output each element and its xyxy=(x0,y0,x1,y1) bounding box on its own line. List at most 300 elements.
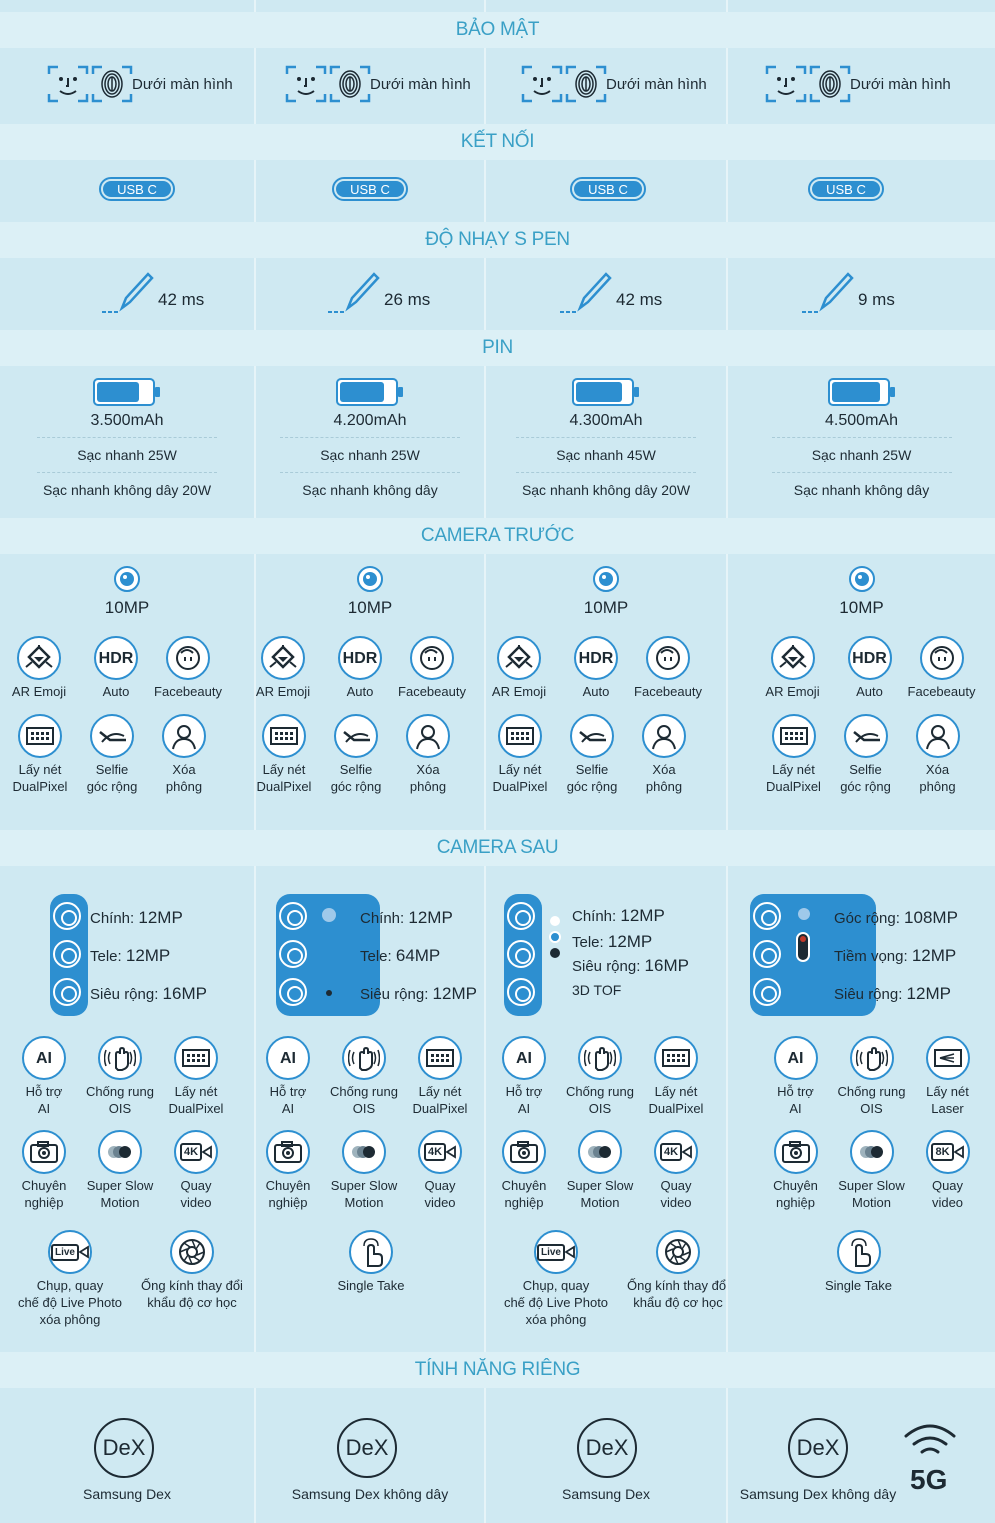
ar-emoji-icon xyxy=(771,636,815,680)
ar-emoji-label: AR Emoji xyxy=(765,684,820,699)
bokeh-label: Xóa xyxy=(416,762,440,777)
hdr-auto-label: Auto xyxy=(856,684,883,699)
bokeh-icon xyxy=(406,714,450,758)
single-take-icon xyxy=(349,1230,393,1274)
video-recording-label: video xyxy=(660,1195,692,1210)
ois-label: Chống rung xyxy=(330,1084,398,1099)
video-recording-label: Quay xyxy=(424,1178,456,1193)
ai-assist-label: Hỗ trợ xyxy=(777,1084,814,1099)
camera-spec-value: 12MP xyxy=(906,984,951,1003)
camera-module xyxy=(504,894,542,1016)
usb-cell xyxy=(484,160,726,222)
variable-aperture-icon xyxy=(656,1230,700,1274)
variable-aperture-label: khẩu độ cơ học xyxy=(633,1295,723,1310)
camera-spec-value: 12MP xyxy=(432,984,477,1003)
dualpixel-focus-icon xyxy=(418,1036,462,1080)
spen-row xyxy=(0,258,995,330)
dualpixel-focus-label: Lấy nét xyxy=(654,1084,698,1099)
divider xyxy=(516,437,696,438)
live-photo-label: Chụp, quay xyxy=(522,1278,590,1293)
video-recording-label: Quay xyxy=(931,1178,964,1193)
biometric-group xyxy=(764,62,951,106)
wide-selfie-label: góc rộng xyxy=(840,779,891,794)
dualpixel-focus-label: Lấy nét xyxy=(262,762,306,777)
facebeauty-icon xyxy=(410,636,454,680)
video-resolution-label: 4K xyxy=(424,1143,446,1161)
hdr-label: HDR xyxy=(342,649,378,667)
dex-label: Samsung Dex xyxy=(562,1486,650,1502)
facebeauty xyxy=(625,636,711,700)
video-recording-icon xyxy=(926,1130,970,1174)
ois-label: OIS xyxy=(860,1101,883,1116)
rear-camera-row xyxy=(0,866,995,1352)
dex-icon: DeX xyxy=(577,1418,637,1478)
pro-mode-label: nghiệp xyxy=(775,1195,816,1210)
ai-assist-label: AI xyxy=(789,1101,802,1116)
super-slow-motion-icon xyxy=(98,1130,142,1174)
wireless-charge: Sạc nhanh không dây xyxy=(302,482,438,498)
hdr-label: HDR xyxy=(578,649,614,667)
camera-spec: Tele: 12MP xyxy=(90,946,171,965)
video-resolution-label: 4K xyxy=(180,1143,202,1161)
bokeh xyxy=(627,714,701,795)
ar-emoji xyxy=(0,636,81,700)
section-header-front-camera: CAMERA TRƯỚC xyxy=(0,518,995,554)
fingerprint-icon xyxy=(808,62,852,106)
variable-aperture xyxy=(130,1230,254,1311)
video-recording-icon xyxy=(654,1130,698,1174)
usb-c-badge xyxy=(570,177,646,201)
dex-label: Samsung Dex xyxy=(83,1486,171,1502)
section-header-battery: PIN xyxy=(0,330,995,366)
divider xyxy=(772,437,952,438)
dualpixel-focus xyxy=(757,714,831,795)
wide-selfie-label: góc rộng xyxy=(566,779,618,794)
single-take-icon xyxy=(837,1230,881,1274)
bokeh-label: phông xyxy=(165,779,203,794)
rear-camera-cell xyxy=(484,866,729,1352)
camera-spec-value: 12MP xyxy=(607,932,653,951)
camera-spec: Tele: 64MP xyxy=(360,946,441,965)
dualpixel-focus xyxy=(639,1036,713,1117)
camera-spec: Chính: 12MP xyxy=(572,906,665,925)
super-slow-motion-label: Super Slow xyxy=(566,1178,634,1193)
dualpixel-focus-label: DualPixel xyxy=(412,1101,468,1116)
spen-group xyxy=(326,268,430,314)
video-recording xyxy=(639,1130,713,1211)
camera-spec-value: 12MP xyxy=(620,906,665,925)
ai-label: AI xyxy=(787,1049,804,1067)
super-slow-motion-label: Motion xyxy=(580,1195,620,1210)
spen-group xyxy=(558,268,662,314)
live-photo-label: xóa phông xyxy=(39,1312,101,1327)
spen-cell xyxy=(484,258,726,330)
usb-label: USB C xyxy=(103,181,171,197)
lens-icon xyxy=(753,978,781,1006)
front-camera-cell xyxy=(484,554,726,830)
spen-cell xyxy=(0,258,254,330)
super-slow-motion-label: Super Slow xyxy=(838,1178,905,1193)
sensor-dot xyxy=(550,948,560,958)
security-row xyxy=(0,48,995,124)
special-row xyxy=(0,1388,995,1523)
super-slow-motion xyxy=(829,1130,915,1211)
live-photo xyxy=(494,1230,618,1328)
single-take xyxy=(316,1230,426,1294)
lens-icon xyxy=(53,978,81,1006)
dualpixel-focus-label: Lấy nét xyxy=(418,1084,462,1099)
fingerprint-icon xyxy=(328,62,372,106)
video-recording xyxy=(159,1130,233,1211)
camera-spec-value: 12MP xyxy=(911,946,957,965)
battery-icon xyxy=(828,378,896,406)
ai-assist-label: AI xyxy=(37,1101,51,1116)
video-recording-label: Quay xyxy=(180,1178,212,1193)
wide-selfie-icon xyxy=(844,714,888,758)
dualpixel-focus-label: DualPixel xyxy=(12,779,68,794)
biometric-group xyxy=(46,62,233,106)
ar-emoji xyxy=(751,636,835,700)
dex-icon: DeX xyxy=(94,1418,154,1478)
wide-selfie xyxy=(319,714,393,795)
camera-spec-value: 16MP xyxy=(644,956,689,975)
super-slow-motion-label: Motion xyxy=(851,1195,892,1210)
camera-spec: Góc rộng: 108MP xyxy=(834,908,958,927)
wide-selfie-label: Selfie xyxy=(849,762,882,777)
security-label: Dưới màn hình xyxy=(850,75,951,93)
ar-emoji-label: AR Emoji xyxy=(491,684,547,699)
battery-icon xyxy=(93,378,161,406)
front-camera-row xyxy=(0,554,995,830)
pro-mode-icon xyxy=(22,1130,66,1174)
live-photo-label: chế độ Live Photo xyxy=(17,1295,123,1310)
divider xyxy=(280,437,460,438)
wide-selfie xyxy=(555,714,629,795)
dualpixel-focus-label: DualPixel xyxy=(168,1101,224,1116)
single-take-label: Single Take xyxy=(337,1278,405,1293)
dualpixel-focus-icon xyxy=(18,714,62,758)
pro-mode-label: nghiệp xyxy=(24,1195,64,1210)
hdr-auto xyxy=(79,636,153,700)
camera-spec: Siêu rộng: 12MP xyxy=(360,984,477,1003)
security-label: Dưới màn hình xyxy=(606,75,707,93)
battery-capacity: 4.200mAh xyxy=(333,412,407,429)
dualpixel-focus xyxy=(247,714,321,795)
laser-focus-icon xyxy=(926,1036,970,1080)
live-photo xyxy=(8,1230,132,1328)
ar-emoji xyxy=(477,636,561,700)
fingerprint-icon xyxy=(90,62,134,106)
pen-icon xyxy=(800,268,854,314)
security-label: Dưới màn hình xyxy=(132,75,233,93)
hdr-auto-label: Auto xyxy=(582,684,610,699)
ar-emoji-label: AR Emoji xyxy=(11,684,67,699)
lens-icon xyxy=(753,940,781,968)
face-id-icon xyxy=(46,62,90,106)
lens-icon xyxy=(507,940,535,968)
ois-label: OIS xyxy=(352,1101,376,1116)
lens-icon xyxy=(279,940,307,968)
usb-c-badge xyxy=(332,177,408,201)
battery-cell xyxy=(484,366,726,518)
wireless-charge: Sạc nhanh không dây 20W xyxy=(521,482,691,498)
dex-cell xyxy=(0,1388,254,1523)
camera-spec: Tiềm vọng: 12MP xyxy=(834,946,957,965)
front-camera-icon xyxy=(849,566,875,597)
facebeauty-label: Facebeauty xyxy=(154,684,222,699)
pro-mode-label: Chuyên xyxy=(265,1178,311,1193)
variable-aperture-icon xyxy=(170,1230,214,1274)
dex-cell xyxy=(254,1388,484,1523)
battery-cell xyxy=(0,366,254,518)
camera-spec: Siêu rộng: 12MP xyxy=(834,984,951,1003)
camera-spec-value: 64MP xyxy=(395,946,441,965)
front-camera-resolution: 10MP xyxy=(583,598,629,617)
wide-selfie-label: Selfie xyxy=(575,762,609,777)
battery-cell xyxy=(726,366,995,518)
dex-cell xyxy=(484,1388,726,1523)
divider xyxy=(37,437,217,438)
front-camera-cell xyxy=(0,554,254,830)
front-camera-resolution: 10MP xyxy=(104,598,150,617)
laser-focus-label: Lấy nét xyxy=(926,1084,969,1099)
pro-mode-label: Chuyên xyxy=(21,1178,67,1193)
bokeh xyxy=(391,714,465,795)
spen-group xyxy=(100,268,204,314)
laser-focus xyxy=(911,1036,985,1117)
divider xyxy=(484,0,486,12)
spen-latency: 42 ms xyxy=(616,290,663,309)
divider xyxy=(772,472,952,473)
pen-icon xyxy=(558,268,612,314)
dualpixel-focus xyxy=(159,1036,233,1117)
camera-spec: Chính: 12MP xyxy=(360,908,453,927)
single-take xyxy=(804,1230,914,1294)
hdr-auto-icon xyxy=(338,636,382,680)
ois-label: OIS xyxy=(108,1101,132,1116)
live-photo-label: chế độ Live Photo xyxy=(503,1295,609,1310)
pro-mode xyxy=(759,1130,833,1211)
ois xyxy=(563,1036,637,1117)
battery-level-bar xyxy=(832,382,880,402)
hdr-auto-label: Auto xyxy=(102,684,130,699)
dualpixel-focus-icon xyxy=(654,1036,698,1080)
video-resolution-label: 4K xyxy=(660,1143,682,1161)
rear-camera-cell xyxy=(254,866,484,1352)
live-photo-icon xyxy=(534,1230,578,1274)
super-slow-motion-label: Super Slow xyxy=(330,1178,398,1193)
dualpixel-focus-label: Lấy nét xyxy=(498,762,542,777)
pro-mode xyxy=(251,1130,325,1211)
usb-row xyxy=(0,160,995,222)
biometric-group xyxy=(520,62,707,106)
battery-level-bar xyxy=(97,382,139,402)
bokeh-icon xyxy=(916,714,960,758)
battery-capacity: 3.500mAh xyxy=(90,412,164,429)
section-header-special: TÍNH NĂNG RIÊNG xyxy=(0,1352,995,1388)
lens-icon xyxy=(279,902,307,930)
ois xyxy=(835,1036,909,1117)
video-recording-icon xyxy=(418,1130,462,1174)
pro-mode-icon xyxy=(502,1130,546,1174)
periscope-lens xyxy=(796,932,810,962)
ar-emoji xyxy=(241,636,325,700)
dualpixel-focus-icon xyxy=(772,714,816,758)
live-photo-label: xóa phông xyxy=(525,1312,587,1327)
ois-icon xyxy=(342,1036,386,1080)
wide-selfie-label: Selfie xyxy=(339,762,373,777)
ar-emoji-label: AR Emoji xyxy=(255,684,311,699)
hdr-auto-label: Auto xyxy=(346,684,374,699)
variable-aperture-label: khẩu độ cơ học xyxy=(147,1295,237,1310)
bokeh-label: phông xyxy=(645,779,683,794)
dex-cell xyxy=(726,1388,995,1523)
video-recording-label: Quay xyxy=(660,1178,692,1193)
security-cell xyxy=(726,48,995,124)
facebeauty xyxy=(899,636,985,700)
dualpixel-focus-label: DualPixel xyxy=(256,779,312,794)
camera-spec: Siêu rộng: 16MP xyxy=(90,984,207,1003)
flash-icon xyxy=(322,908,336,922)
lens-icon xyxy=(507,978,535,1006)
ois-icon xyxy=(850,1036,894,1080)
rear-camera-cell xyxy=(0,866,254,1352)
ar-emoji-icon xyxy=(497,636,541,680)
hdr-auto-icon xyxy=(94,636,138,680)
ai-assist-icon xyxy=(22,1036,66,1080)
bokeh-label: Xóa xyxy=(652,762,676,777)
camera-spec: 3D TOF xyxy=(572,982,622,998)
wide-selfie-label: góc rộng xyxy=(86,779,138,794)
bokeh-label: Xóa xyxy=(172,762,196,777)
usb-label: USB C xyxy=(812,181,880,197)
front-camera-resolution: 10MP xyxy=(347,598,393,617)
battery-cell xyxy=(254,366,484,518)
ai-assist-icon xyxy=(774,1036,818,1080)
usb-cell xyxy=(0,160,254,222)
ar-emoji-icon xyxy=(261,636,305,680)
camera-spec: Siêu rộng: 16MP xyxy=(572,956,689,975)
dualpixel-focus xyxy=(403,1036,477,1117)
dex-label: Samsung Dex không dây xyxy=(739,1486,897,1502)
laser-focus-label: Laser xyxy=(931,1101,964,1116)
wide-selfie-label: góc rộng xyxy=(330,779,382,794)
divider xyxy=(254,0,256,12)
divider xyxy=(726,0,728,12)
camera-spec-value: 12MP xyxy=(138,908,183,927)
battery-row xyxy=(0,366,995,518)
battery-capacity: 4.300mAh xyxy=(569,412,643,429)
dualpixel-focus-label: DualPixel xyxy=(648,1101,704,1116)
variable-aperture-label: Ống kính thay đổi xyxy=(627,1278,729,1293)
facebeauty-icon xyxy=(646,636,690,680)
hdr-label: HDR xyxy=(98,649,134,667)
security-cell xyxy=(254,48,484,124)
camera-spec-value: 12MP xyxy=(408,908,453,927)
ai-assist xyxy=(7,1036,81,1117)
video-recording-label: video xyxy=(180,1195,212,1210)
usb-cell xyxy=(254,160,484,222)
dualpixel-focus-label: Lấy nét xyxy=(174,1084,218,1099)
ai-label: AI xyxy=(36,1049,52,1067)
security-cell xyxy=(0,48,254,124)
video-recording xyxy=(403,1130,477,1211)
wide-selfie xyxy=(829,714,903,795)
battery-level-bar xyxy=(576,382,622,402)
ois-label: Chống rung xyxy=(837,1084,906,1099)
ois xyxy=(327,1036,401,1117)
battery-icon xyxy=(336,378,404,406)
facebeauty-icon xyxy=(166,636,210,680)
pro-mode-label: Chuyên xyxy=(773,1178,818,1193)
bokeh-label: Xóa xyxy=(925,762,950,777)
variable-aperture xyxy=(616,1230,740,1311)
spen-latency: 26 ms xyxy=(384,290,431,309)
wide-selfie-icon xyxy=(570,714,614,758)
hdr-auto xyxy=(323,636,397,700)
lens-icon xyxy=(507,902,535,930)
divider xyxy=(37,472,217,473)
section-header-spen: ĐỘ NHẠY S PEN xyxy=(0,222,995,258)
bokeh-label: phông xyxy=(409,779,447,794)
fast-charge: Sạc nhanh 45W xyxy=(556,447,656,463)
facebeauty-label: Facebeauty xyxy=(398,684,466,699)
dualpixel-focus xyxy=(483,714,557,795)
bokeh-label: phông xyxy=(919,779,956,794)
lens-icon xyxy=(53,902,81,930)
ois xyxy=(83,1036,157,1117)
fast-charge: Sạc nhanh 25W xyxy=(320,447,420,463)
spen-cell xyxy=(254,258,484,330)
sensor-dot xyxy=(326,990,332,996)
super-slow-motion xyxy=(321,1130,407,1211)
facebeauty xyxy=(389,636,475,700)
super-slow-motion xyxy=(77,1130,163,1211)
battery-icon xyxy=(572,378,640,406)
fingerprint-icon xyxy=(564,62,608,106)
ai-label: AI xyxy=(516,1049,532,1067)
ois-label: OIS xyxy=(588,1101,612,1116)
5g-badge: 5G xyxy=(910,1464,948,1495)
face-id-icon xyxy=(520,62,564,106)
wireless-charge: Sạc nhanh không dây 20W xyxy=(42,482,212,498)
super-slow-motion-icon xyxy=(578,1130,622,1174)
super-slow-motion xyxy=(557,1130,643,1211)
video-resolution-label: 8K xyxy=(931,1143,953,1161)
pro-mode-icon xyxy=(774,1130,818,1174)
video-recording-label: video xyxy=(424,1195,456,1210)
fast-charge: Sạc nhanh 25W xyxy=(811,447,912,463)
super-slow-motion-label: Super Slow xyxy=(86,1178,154,1193)
dex-icon: DeX xyxy=(337,1418,397,1478)
ar-emoji-icon xyxy=(17,636,61,680)
dualpixel-focus-label: DualPixel xyxy=(766,779,821,794)
camera-module xyxy=(50,894,88,1016)
dualpixel-focus-icon xyxy=(174,1036,218,1080)
wide-selfie xyxy=(75,714,149,795)
security-label: Dưới màn hình xyxy=(370,75,471,93)
super-slow-motion-icon xyxy=(850,1130,894,1174)
dualpixel-focus xyxy=(3,714,77,795)
dualpixel-focus-label: DualPixel xyxy=(492,779,548,794)
live-photo-icon xyxy=(48,1230,92,1274)
facebeauty-label: Facebeauty xyxy=(907,684,976,699)
super-slow-motion-label: Motion xyxy=(344,1195,384,1210)
bokeh xyxy=(901,714,975,795)
dualpixel-focus-icon xyxy=(262,714,306,758)
face-id-icon xyxy=(764,62,808,106)
ai-assist-label: Hỗ trợ xyxy=(505,1084,543,1099)
